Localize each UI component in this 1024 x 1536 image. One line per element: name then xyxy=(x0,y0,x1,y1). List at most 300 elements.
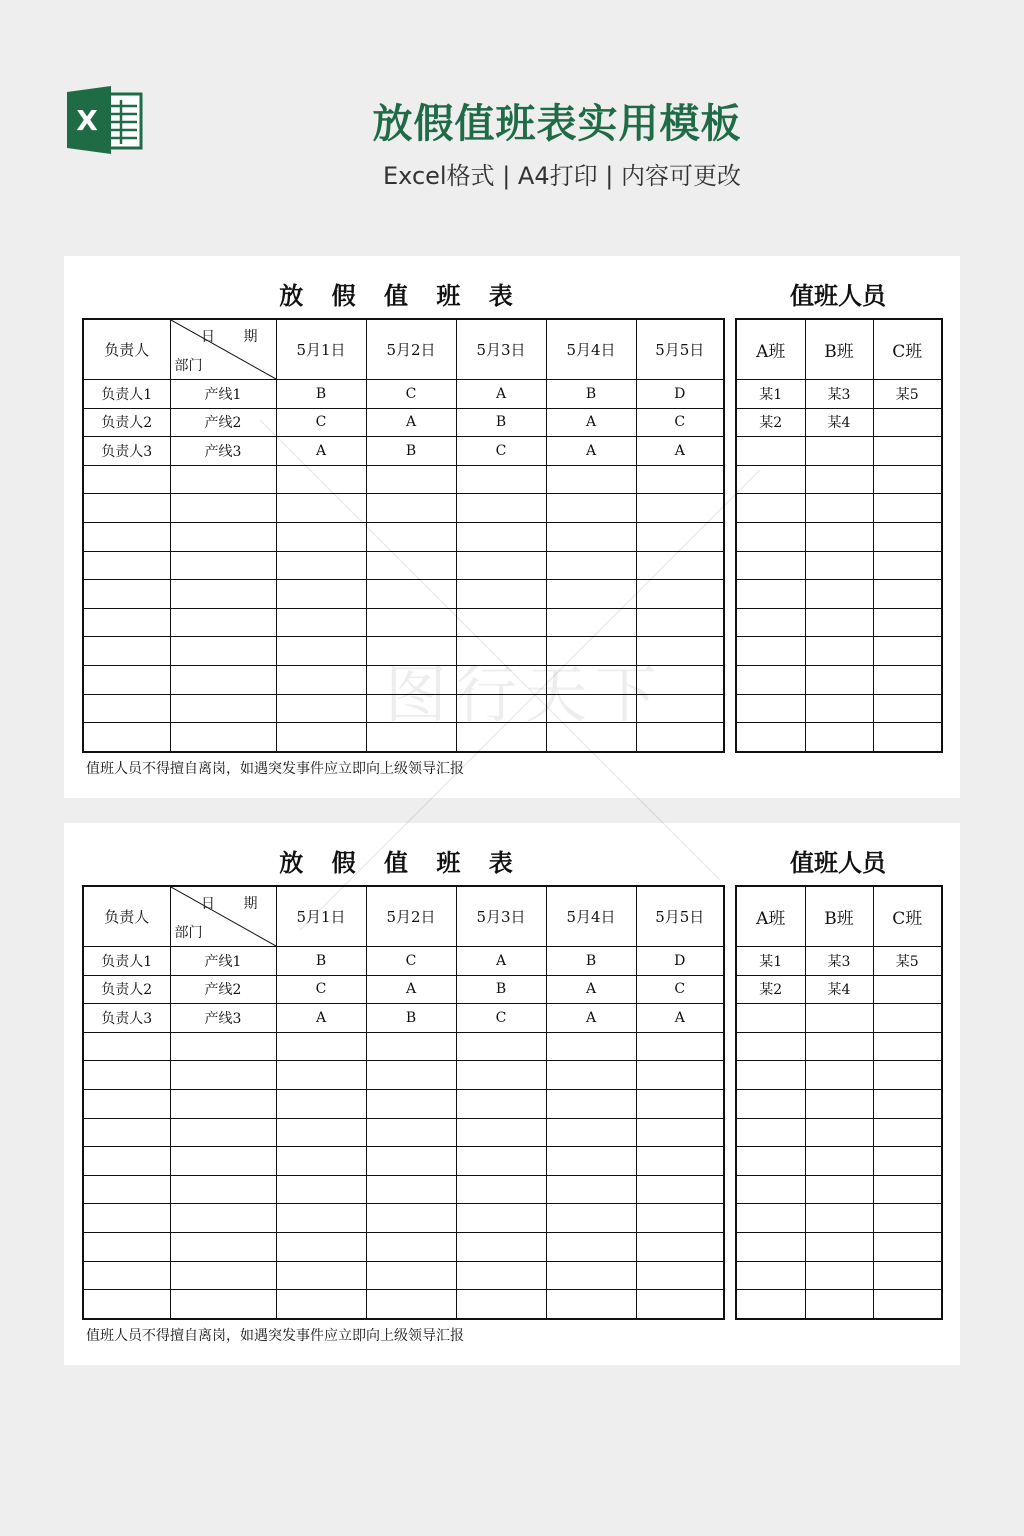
cell-empty[interactable] xyxy=(83,694,170,723)
cell-shift[interactable]: D xyxy=(636,380,724,409)
cell-empty[interactable] xyxy=(366,665,456,694)
staff-row xyxy=(736,608,942,637)
cell-shift[interactable]: D xyxy=(636,947,724,976)
cell-dept[interactable]: 产线1 xyxy=(170,947,276,976)
staff-cell-empty[interactable] xyxy=(873,1175,942,1204)
staff-cell-empty[interactable] xyxy=(805,1204,873,1233)
staff-cell-empty[interactable] xyxy=(736,1061,805,1090)
staff-cell-empty[interactable] xyxy=(805,1147,873,1176)
cell-empty[interactable] xyxy=(546,694,636,723)
cell-empty[interactable] xyxy=(456,1089,546,1118)
staff-cell-empty[interactable] xyxy=(736,1232,805,1261)
cell-empty[interactable] xyxy=(276,522,366,551)
cell-shift[interactable]: A xyxy=(456,380,546,409)
staff-cell-empty[interactable] xyxy=(736,494,805,523)
staff-cell-empty[interactable] xyxy=(873,465,942,494)
cell-empty[interactable] xyxy=(636,723,724,752)
cell-empty[interactable] xyxy=(276,608,366,637)
staff-cell[interactable]: 某2 xyxy=(736,975,805,1004)
cell-empty[interactable] xyxy=(366,1204,456,1233)
staff-cell-empty[interactable] xyxy=(873,1261,942,1290)
cell-empty[interactable] xyxy=(83,1147,170,1176)
cell-shift[interactable]: C xyxy=(636,408,724,437)
staff-cell-empty[interactable] xyxy=(873,723,942,752)
staff-cell-empty[interactable] xyxy=(736,1290,805,1319)
staff-cell-empty[interactable] xyxy=(736,1089,805,1118)
cell-empty[interactable] xyxy=(546,608,636,637)
cell-empty[interactable] xyxy=(170,665,276,694)
cell-empty[interactable] xyxy=(170,1232,276,1261)
cell-empty[interactable] xyxy=(636,1175,724,1204)
cell-shift[interactable]: A xyxy=(636,437,724,466)
cell-empty[interactable] xyxy=(170,1261,276,1290)
cell-empty[interactable] xyxy=(170,494,276,523)
cell-shift[interactable]: C xyxy=(636,975,724,1004)
cell-empty[interactable] xyxy=(366,465,456,494)
cell-empty[interactable] xyxy=(366,522,456,551)
cell-empty[interactable] xyxy=(456,1118,546,1147)
cell-empty[interactable] xyxy=(83,1261,170,1290)
cell-empty[interactable] xyxy=(546,522,636,551)
cell-empty[interactable] xyxy=(636,1147,724,1176)
cell-empty[interactable] xyxy=(456,1261,546,1290)
cell-empty[interactable] xyxy=(456,1032,546,1061)
cell-empty[interactable] xyxy=(83,551,170,580)
staff-cell-empty[interactable] xyxy=(736,1032,805,1061)
cell-empty[interactable] xyxy=(546,1032,636,1061)
cell-empty[interactable] xyxy=(276,580,366,609)
cell-shift[interactable]: B xyxy=(546,380,636,409)
cell-empty[interactable] xyxy=(276,694,366,723)
header-diagonal-cell xyxy=(170,886,276,947)
cell-empty[interactable] xyxy=(456,1175,546,1204)
cell-empty[interactable] xyxy=(276,1290,366,1319)
staff-header: A班 xyxy=(736,319,805,380)
cell-empty[interactable] xyxy=(546,1118,636,1147)
cell-empty[interactable] xyxy=(456,1147,546,1176)
staff-cell-empty[interactable] xyxy=(873,551,942,580)
cell-empty[interactable] xyxy=(636,1089,724,1118)
staff-cell-empty[interactable] xyxy=(805,1061,873,1090)
staff-cell-empty[interactable] xyxy=(873,1118,942,1147)
header-date-label: 日 期 xyxy=(201,896,270,912)
table-row xyxy=(83,608,724,637)
cell-empty[interactable] xyxy=(456,465,546,494)
staff-cell[interactable]: 某2 xyxy=(736,408,805,437)
staff-cell-empty[interactable] xyxy=(736,580,805,609)
staff-cell-empty[interactable] xyxy=(873,1061,942,1090)
cell-empty[interactable] xyxy=(636,465,724,494)
cell-dept[interactable]: 产线2 xyxy=(170,408,276,437)
staff-cell-empty[interactable] xyxy=(736,522,805,551)
cell-empty[interactable] xyxy=(276,1118,366,1147)
cell-empty[interactable] xyxy=(170,1204,276,1233)
staff-cell[interactable]: 某1 xyxy=(736,947,805,976)
cell-empty[interactable] xyxy=(366,1232,456,1261)
table-row xyxy=(83,465,724,494)
cell-empty[interactable] xyxy=(170,1290,276,1319)
cell-empty[interactable] xyxy=(83,1204,170,1233)
staff-cell[interactable]: 某4 xyxy=(805,975,873,1004)
cell-empty[interactable] xyxy=(276,1261,366,1290)
cell-empty[interactable] xyxy=(83,1175,170,1204)
cell-empty[interactable] xyxy=(170,551,276,580)
cell-empty[interactable] xyxy=(170,608,276,637)
cell-shift[interactable]: A xyxy=(546,408,636,437)
cell-person[interactable]: 负责人1 xyxy=(83,947,170,976)
staff-cell-empty[interactable] xyxy=(805,608,873,637)
cell-empty[interactable] xyxy=(456,522,546,551)
cell-empty[interactable] xyxy=(276,494,366,523)
cell-empty[interactable] xyxy=(456,694,546,723)
cell-shift[interactable]: B xyxy=(456,975,546,1004)
cell-empty[interactable] xyxy=(366,551,456,580)
cell-empty[interactable] xyxy=(170,694,276,723)
staff-cell-empty[interactable] xyxy=(805,665,873,694)
cell-shift[interactable]: C xyxy=(366,380,456,409)
staff-cell[interactable] xyxy=(873,408,942,437)
cell-empty[interactable] xyxy=(546,1261,636,1290)
cell-shift[interactable]: B xyxy=(456,408,546,437)
cell-shift[interactable]: C xyxy=(456,437,546,466)
cell-empty[interactable] xyxy=(636,1118,724,1147)
cell-empty[interactable] xyxy=(366,723,456,752)
cell-empty[interactable] xyxy=(456,723,546,752)
cell-empty[interactable] xyxy=(170,465,276,494)
staff-cell-empty[interactable] xyxy=(736,437,805,466)
cell-empty[interactable] xyxy=(456,665,546,694)
staff-cell-empty[interactable] xyxy=(805,1261,873,1290)
cell-shift[interactable]: B xyxy=(366,1004,456,1033)
cell-empty[interactable] xyxy=(83,637,170,666)
cell-empty[interactable] xyxy=(456,1204,546,1233)
cell-shift[interactable]: A xyxy=(366,408,456,437)
cell-empty[interactable] xyxy=(170,1089,276,1118)
cell-empty[interactable] xyxy=(546,1204,636,1233)
staff-row xyxy=(736,1032,942,1061)
cell-shift[interactable]: B xyxy=(276,947,366,976)
cell-empty[interactable] xyxy=(366,580,456,609)
staff-row xyxy=(736,494,942,523)
staff-cell-empty[interactable] xyxy=(873,1089,942,1118)
staff-cell-empty[interactable] xyxy=(873,437,942,466)
staff-cell-empty[interactable] xyxy=(805,1089,873,1118)
cell-shift[interactable]: A xyxy=(636,1004,724,1033)
staff-cell-empty[interactable] xyxy=(873,1032,942,1061)
staff-cell-empty[interactable] xyxy=(873,665,942,694)
staff-cell[interactable] xyxy=(873,975,942,1004)
staff-cell-empty[interactable] xyxy=(736,1204,805,1233)
cell-empty[interactable] xyxy=(546,1061,636,1090)
cell-empty[interactable] xyxy=(276,551,366,580)
staff-header: C班 xyxy=(873,319,942,380)
cell-empty[interactable] xyxy=(366,1261,456,1290)
cell-empty[interactable] xyxy=(456,1232,546,1261)
staff-cell-empty[interactable] xyxy=(736,1118,805,1147)
staff-cell-empty[interactable] xyxy=(873,608,942,637)
staff-cell-empty[interactable] xyxy=(873,637,942,666)
staff-cell-empty[interactable] xyxy=(805,1032,873,1061)
staff-cell-empty[interactable] xyxy=(736,1261,805,1290)
staff-cell-empty[interactable] xyxy=(736,465,805,494)
sheet-note: 值班人员不得擅自离岗，如遇突发事件应立即向上级领导汇报 xyxy=(86,761,464,777)
staff-row xyxy=(736,408,942,437)
cell-empty[interactable] xyxy=(83,608,170,637)
staff-cell-empty[interactable] xyxy=(736,1175,805,1204)
cell-empty[interactable] xyxy=(83,1232,170,1261)
staff-row xyxy=(736,1004,942,1033)
table-row xyxy=(83,1261,724,1290)
cell-empty[interactable] xyxy=(456,1061,546,1090)
cell-shift[interactable]: C xyxy=(366,947,456,976)
staff-cell[interactable]: 某3 xyxy=(805,947,873,976)
cell-empty[interactable] xyxy=(546,1290,636,1319)
staff-title: 值班人员 xyxy=(790,281,886,310)
page-subtitle: Excel格式 | A4打印 | 内容可更改 xyxy=(383,162,741,190)
cell-empty[interactable] xyxy=(170,1061,276,1090)
cell-empty[interactable] xyxy=(546,665,636,694)
staff-cell-empty[interactable] xyxy=(805,465,873,494)
cell-empty[interactable] xyxy=(636,1204,724,1233)
cell-empty[interactable] xyxy=(83,723,170,752)
header-date: 5月2日 xyxy=(366,886,456,947)
cell-empty[interactable] xyxy=(170,1175,276,1204)
cell-empty[interactable] xyxy=(276,1232,366,1261)
cell-empty[interactable] xyxy=(456,551,546,580)
cell-shift[interactable]: A xyxy=(456,947,546,976)
staff-cell-empty[interactable] xyxy=(873,1204,942,1233)
cell-empty[interactable] xyxy=(366,1061,456,1090)
staff-cell-empty[interactable] xyxy=(805,1175,873,1204)
cell-person[interactable]: 负责人2 xyxy=(83,975,170,1004)
cell-empty[interactable] xyxy=(366,1032,456,1061)
cell-empty[interactable] xyxy=(170,1147,276,1176)
cell-empty[interactable] xyxy=(83,1032,170,1061)
cell-empty[interactable] xyxy=(366,1175,456,1204)
cell-empty[interactable] xyxy=(636,1032,724,1061)
table-row xyxy=(83,723,724,752)
staff-row xyxy=(736,665,942,694)
cell-person[interactable]: 负责人1 xyxy=(83,380,170,409)
header-date: 5月3日 xyxy=(456,319,546,380)
header-date: 5月4日 xyxy=(546,319,636,380)
header-date: 5月5日 xyxy=(636,886,724,947)
cell-empty[interactable] xyxy=(546,723,636,752)
cell-empty[interactable] xyxy=(366,1147,456,1176)
cell-empty[interactable] xyxy=(366,694,456,723)
staff-cell-empty[interactable] xyxy=(873,494,942,523)
cell-empty[interactable] xyxy=(276,1061,366,1090)
cell-empty[interactable] xyxy=(83,465,170,494)
staff-header: A班 xyxy=(736,886,805,947)
cell-shift[interactable]: C xyxy=(456,1004,546,1033)
cell-person[interactable]: 负责人3 xyxy=(83,1004,170,1033)
staff-cell-empty[interactable] xyxy=(805,723,873,752)
staff-row xyxy=(736,1261,942,1290)
staff-cell-empty[interactable] xyxy=(805,1232,873,1261)
staff-cell-empty[interactable] xyxy=(873,580,942,609)
cell-empty[interactable] xyxy=(276,665,366,694)
cell-empty[interactable] xyxy=(276,723,366,752)
staff-cell[interactable]: 某3 xyxy=(805,380,873,409)
staff-cell[interactable]: 某1 xyxy=(736,380,805,409)
cell-dept[interactable]: 产线3 xyxy=(170,437,276,466)
cell-empty[interactable] xyxy=(546,1232,636,1261)
cell-empty[interactable] xyxy=(636,665,724,694)
staff-cell-empty[interactable] xyxy=(805,437,873,466)
staff-cell-empty[interactable] xyxy=(805,580,873,609)
cell-empty[interactable] xyxy=(636,694,724,723)
cell-empty[interactable] xyxy=(456,637,546,666)
table-row xyxy=(83,1032,724,1061)
staff-cell-empty[interactable] xyxy=(736,694,805,723)
cell-empty[interactable] xyxy=(276,1089,366,1118)
cell-person[interactable]: 负责人3 xyxy=(83,437,170,466)
cell-empty[interactable] xyxy=(636,580,724,609)
cell-empty[interactable] xyxy=(276,1204,366,1233)
cell-empty[interactable] xyxy=(546,551,636,580)
cell-empty[interactable] xyxy=(276,465,366,494)
cell-empty[interactable] xyxy=(636,1061,724,1090)
staff-cell-empty[interactable] xyxy=(805,522,873,551)
cell-empty[interactable] xyxy=(83,665,170,694)
cell-shift[interactable]: A xyxy=(276,437,366,466)
table-row xyxy=(83,1290,724,1319)
staff-cell-empty[interactable] xyxy=(736,1147,805,1176)
cell-empty[interactable] xyxy=(170,1118,276,1147)
staff-cell-empty[interactable] xyxy=(805,637,873,666)
table-header-row xyxy=(83,886,724,947)
cell-empty[interactable] xyxy=(456,580,546,609)
staff-cell-empty[interactable] xyxy=(805,1004,873,1033)
cell-empty[interactable] xyxy=(546,1089,636,1118)
cell-shift[interactable]: A xyxy=(546,975,636,1004)
staff-cell-empty[interactable] xyxy=(805,694,873,723)
cell-person[interactable]: 负责人2 xyxy=(83,408,170,437)
table-row xyxy=(83,1089,724,1118)
cell-empty[interactable] xyxy=(366,1118,456,1147)
staff-cell-empty[interactable] xyxy=(805,1290,873,1319)
cell-empty[interactable] xyxy=(546,494,636,523)
cell-shift[interactable]: C xyxy=(276,975,366,1004)
cell-empty[interactable] xyxy=(636,1290,724,1319)
staff-cell-empty[interactable] xyxy=(736,608,805,637)
staff-cell-empty[interactable] xyxy=(873,1232,942,1261)
staff-cell[interactable]: 某5 xyxy=(873,380,942,409)
cell-shift[interactable]: B xyxy=(366,437,456,466)
cell-shift[interactable]: A xyxy=(546,437,636,466)
cell-empty[interactable] xyxy=(636,551,724,580)
staff-cell-empty[interactable] xyxy=(736,665,805,694)
staff-row xyxy=(736,580,942,609)
staff-cell-empty[interactable] xyxy=(736,551,805,580)
table-row xyxy=(83,1061,724,1090)
cell-empty[interactable] xyxy=(366,608,456,637)
cell-empty[interactable] xyxy=(546,465,636,494)
svg-text:X: X xyxy=(76,104,98,137)
staff-cell-empty[interactable] xyxy=(805,551,873,580)
cell-empty[interactable] xyxy=(636,608,724,637)
cell-dept[interactable]: 产线1 xyxy=(170,380,276,409)
duty-sheet-1 xyxy=(64,256,960,798)
staff-cell[interactable]: 某5 xyxy=(873,947,942,976)
cell-dept[interactable]: 产线3 xyxy=(170,1004,276,1033)
duty-sheet-2 xyxy=(64,823,960,1365)
cell-empty[interactable] xyxy=(546,637,636,666)
cell-empty[interactable] xyxy=(456,1290,546,1319)
cell-shift[interactable]: A xyxy=(276,1004,366,1033)
cell-empty[interactable] xyxy=(276,1147,366,1176)
staff-cell-empty[interactable] xyxy=(873,694,942,723)
cell-empty[interactable] xyxy=(83,1061,170,1090)
staff-cell-empty[interactable] xyxy=(873,1004,942,1033)
cell-empty[interactable] xyxy=(83,1118,170,1147)
staff-cell[interactable]: 某4 xyxy=(805,408,873,437)
cell-empty[interactable] xyxy=(546,1175,636,1204)
staff-cell-empty[interactable] xyxy=(805,494,873,523)
cell-empty[interactable] xyxy=(276,637,366,666)
cell-empty[interactable] xyxy=(276,1175,366,1204)
staff-cell-empty[interactable] xyxy=(805,1118,873,1147)
cell-empty[interactable] xyxy=(366,637,456,666)
cell-empty[interactable] xyxy=(636,1261,724,1290)
cell-shift[interactable]: A xyxy=(366,975,456,1004)
staff-cell-empty[interactable] xyxy=(873,1147,942,1176)
cell-empty[interactable] xyxy=(170,1032,276,1061)
cell-empty[interactable] xyxy=(170,580,276,609)
cell-empty[interactable] xyxy=(636,1232,724,1261)
cell-empty[interactable] xyxy=(83,522,170,551)
cell-empty[interactable] xyxy=(83,1290,170,1319)
staff-cell-empty[interactable] xyxy=(736,723,805,752)
cell-empty[interactable] xyxy=(83,580,170,609)
cell-dept[interactable]: 产线2 xyxy=(170,975,276,1004)
cell-empty[interactable] xyxy=(83,494,170,523)
cell-empty[interactable] xyxy=(83,1089,170,1118)
staff-header: B班 xyxy=(805,319,873,380)
cell-empty[interactable] xyxy=(546,580,636,609)
cell-shift[interactable]: A xyxy=(546,1004,636,1033)
cell-empty[interactable] xyxy=(366,1290,456,1319)
cell-empty[interactable] xyxy=(456,608,546,637)
cell-empty[interactable] xyxy=(366,494,456,523)
staff-cell-empty[interactable] xyxy=(736,637,805,666)
cell-empty[interactable] xyxy=(456,494,546,523)
cell-empty[interactable] xyxy=(546,1147,636,1176)
staff-row xyxy=(736,694,942,723)
table-row xyxy=(83,437,724,466)
staff-cell-empty[interactable] xyxy=(873,1290,942,1319)
staff-cell-empty[interactable] xyxy=(736,1004,805,1033)
cell-empty[interactable] xyxy=(636,494,724,523)
cell-empty[interactable] xyxy=(170,522,276,551)
staff-row xyxy=(736,1175,942,1204)
staff-cell-empty[interactable] xyxy=(873,522,942,551)
cell-empty[interactable] xyxy=(636,522,724,551)
header-person: 负责人 xyxy=(83,319,170,380)
cell-shift[interactable]: B xyxy=(276,380,366,409)
table-row xyxy=(83,1204,724,1233)
cell-shift[interactable]: C xyxy=(276,408,366,437)
cell-empty[interactable] xyxy=(170,723,276,752)
staff-row xyxy=(736,1232,942,1261)
table-row xyxy=(83,1175,724,1204)
cell-empty[interactable] xyxy=(170,637,276,666)
cell-empty[interactable] xyxy=(276,1032,366,1061)
cell-shift[interactable]: B xyxy=(546,947,636,976)
cell-empty[interactable] xyxy=(366,1089,456,1118)
cell-empty[interactable] xyxy=(636,637,724,666)
